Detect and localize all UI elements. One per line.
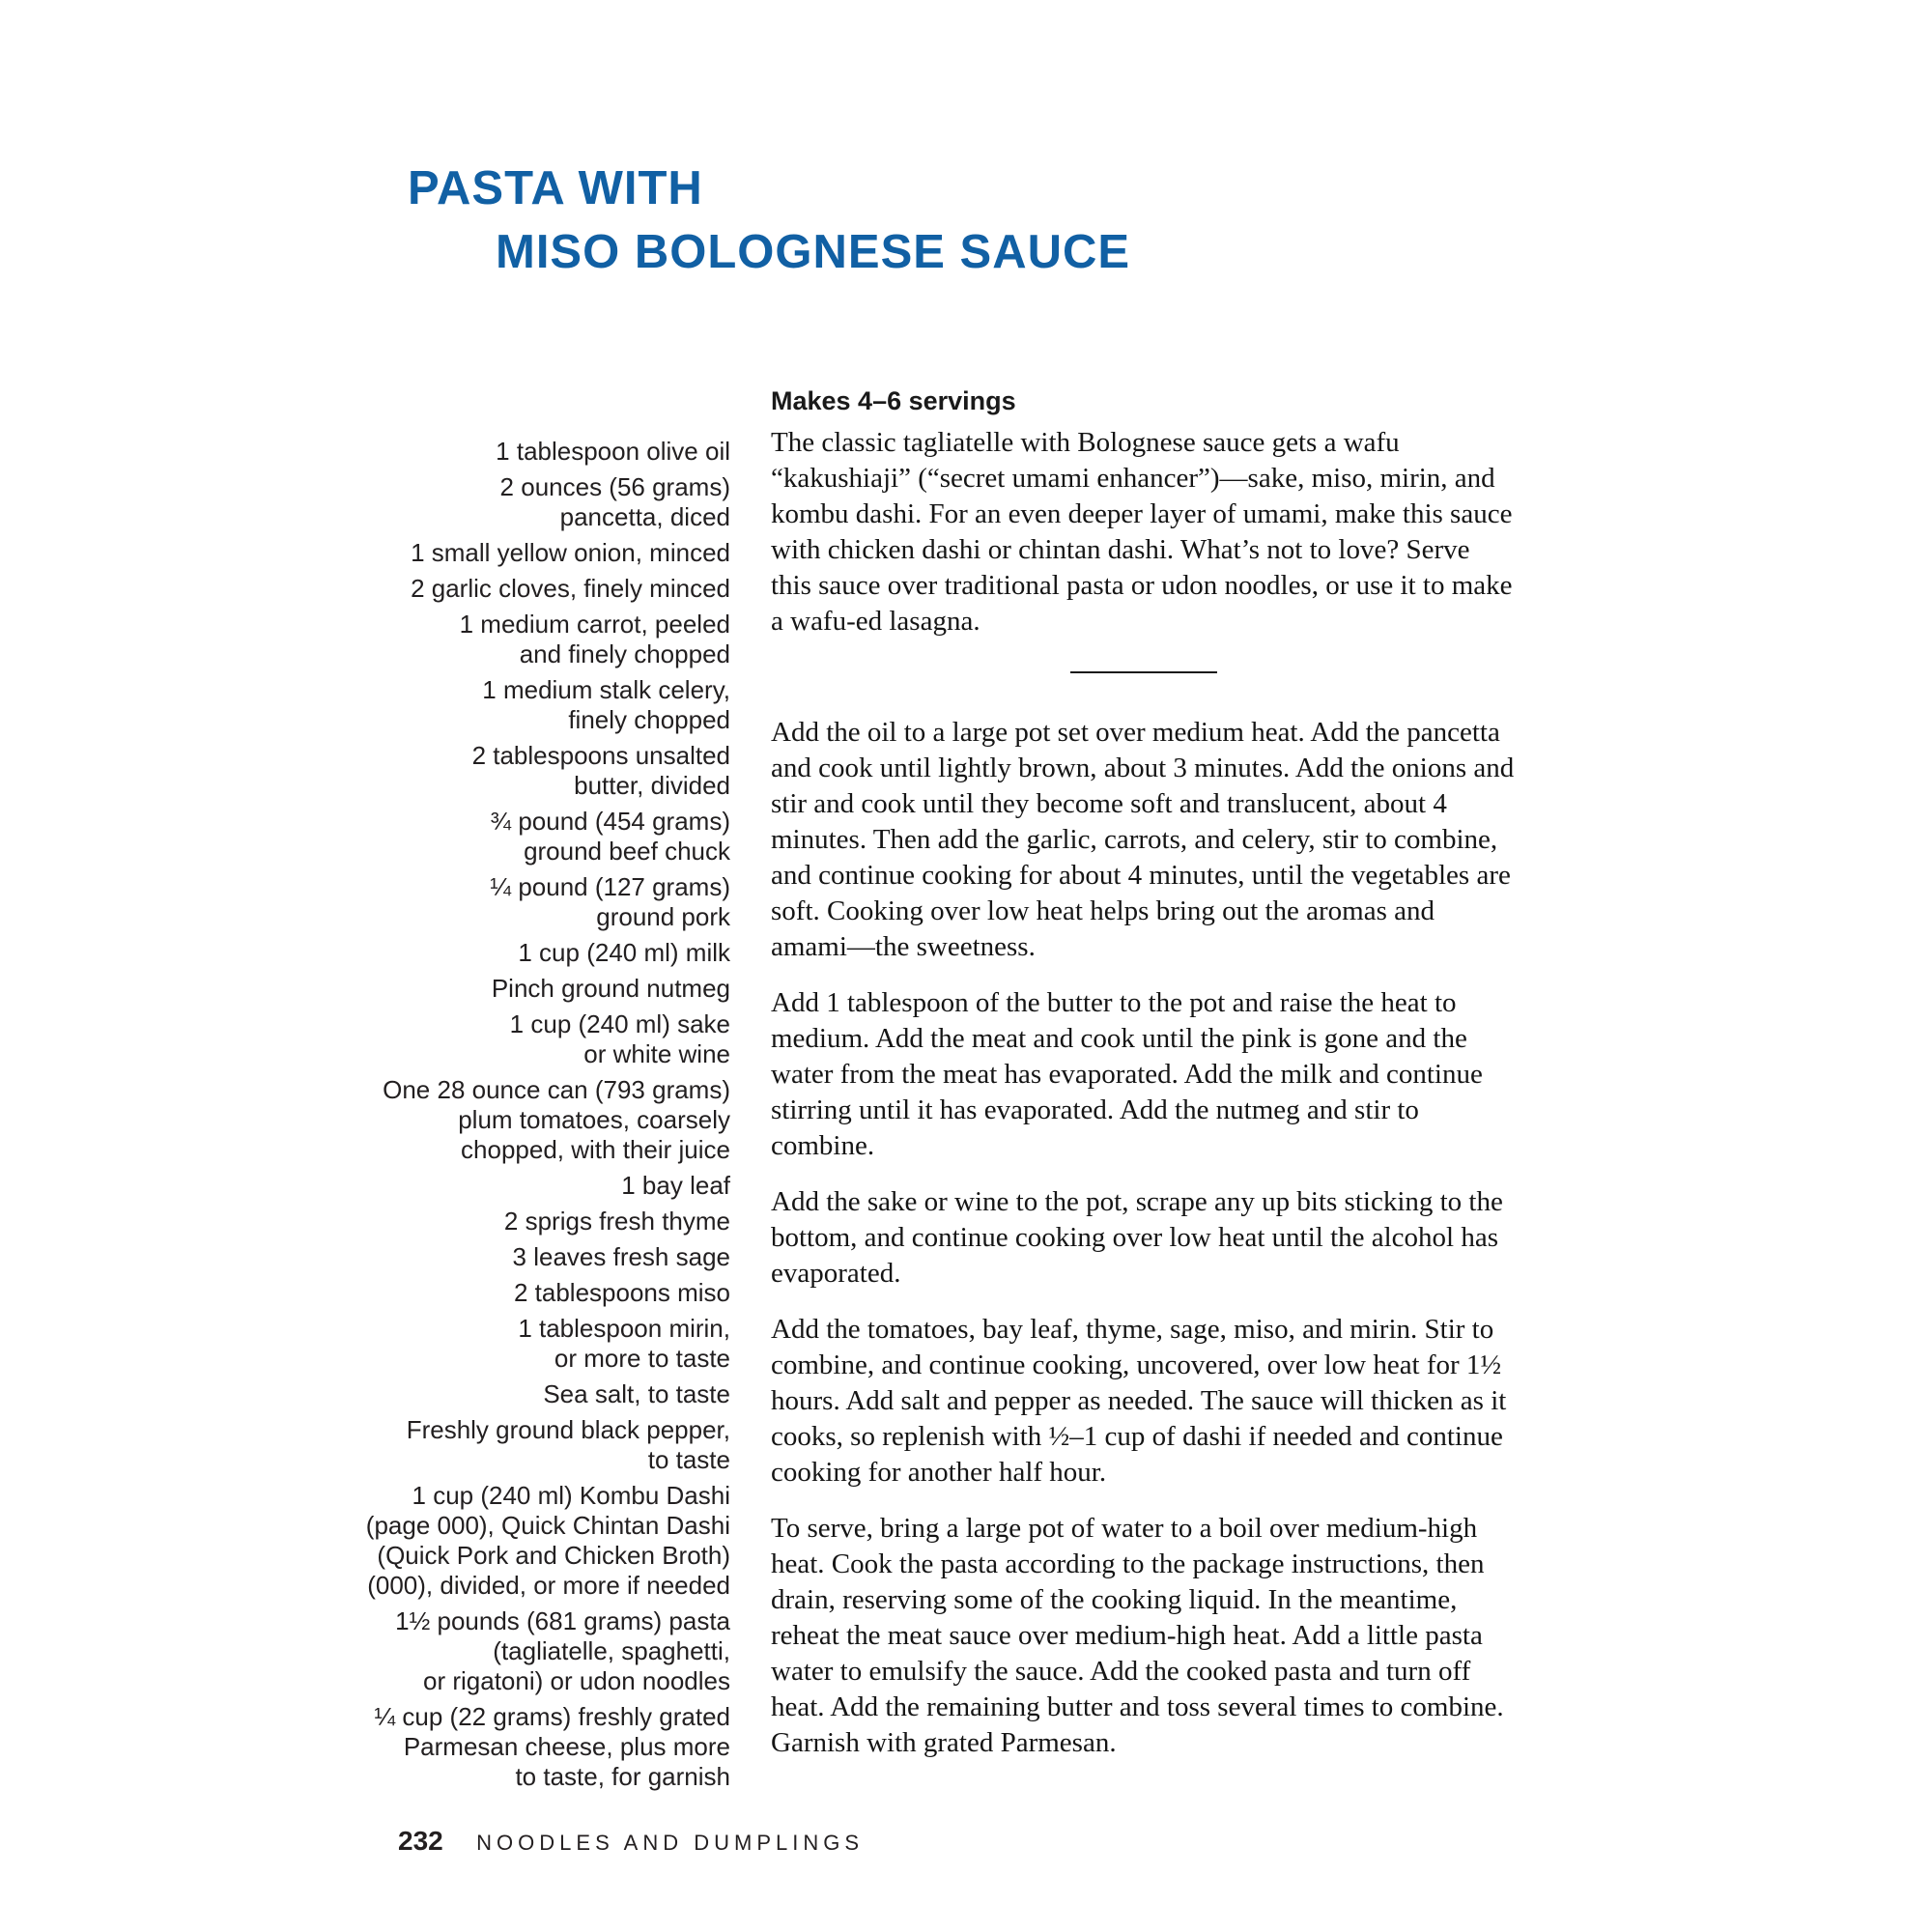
ingredient-line: ¼ cup (22 grams) freshly grated	[374, 1702, 730, 1731]
ingredient-line: finely chopped	[568, 705, 730, 734]
ingredient-item	[324, 610, 730, 669]
instruction-paragraph: Add the tomatoes, bay leaf, thyme, sage, miso, and mirin. Stir to combine, and continue cooking, uncovered, over low heat for 1½ hours. Add salt and pepper as needed. The sauce will thicken as it cooks, so replenish with ½–1 cup of dashi if needed and continue cooking for another half hour.	[771, 1314, 1507, 1488]
ingredient-item	[324, 1379, 730, 1409]
instruction-paragraph: To serve, bring a large pot of water to a boil over medium-high heat. Cook the pasta according to the package instructions, then drain, reserving some of the cooking liquid. In the meantime, reheat the meat sauce over medium-high heat. Add a little pasta water to emulsify the sauce. Add the cooked pasta and turn off heat. Add the remaining butter and toss several times to combine. Garnish with grated Parmesan.	[771, 1513, 1504, 1758]
ingredient-line: Pinch ground nutmeg	[491, 974, 730, 1003]
ingredient-item	[324, 472, 730, 532]
recipe-title-line1: PASTA WITH	[408, 162, 703, 214]
ingredient-item	[324, 741, 730, 801]
ingredient-item	[324, 1702, 730, 1792]
ingredient-line: (000), divided, or more if needed	[367, 1571, 730, 1600]
ingredient-line: chopped, with their juice	[461, 1135, 730, 1164]
ingredient-line: (tagliatelle, spaghetti,	[493, 1636, 730, 1665]
ingredient-line: Sea salt, to taste	[543, 1379, 730, 1408]
ingredient-line: 1 tablespoon olive oil	[496, 437, 730, 466]
ingredient-line: pancetta, diced	[559, 502, 730, 531]
ingredient-line: 1½ pounds (681 grams) pasta	[395, 1606, 730, 1635]
ingredient-item	[324, 938, 730, 968]
ingredient-line: 2 tablespoons unsalted	[471, 741, 730, 770]
ingredient-line: ground beef chuck	[524, 837, 730, 866]
ingredient-line: 1 small yellow onion, minced	[411, 538, 730, 567]
ingredient-item	[324, 1415, 730, 1475]
ingredient-line: or more to taste	[554, 1344, 730, 1373]
ingredient-line: ¼ pound (127 grams)	[490, 872, 730, 901]
ingredient-line: 1 tablespoon mirin,	[518, 1314, 730, 1343]
recipe-body	[771, 425, 1517, 1781]
ingredient-item	[324, 675, 730, 735]
ingredient-line: to taste	[647, 1445, 730, 1474]
ingredient-item	[324, 1242, 730, 1272]
ingredient-line: plum tomatoes, coarsely	[458, 1105, 730, 1134]
ingredient-item	[324, 1207, 730, 1236]
ingredient-line: or rigatoni) or udon noodles	[423, 1666, 730, 1695]
ingredient-line: 3 leaves fresh sage	[512, 1242, 730, 1271]
section-divider-rule	[1070, 671, 1217, 673]
ingredient-line: (Quick Pork and Chicken Broth)	[377, 1541, 730, 1570]
servings-label: Makes 4–6 servings	[771, 386, 1016, 415]
ingredient-line: 2 tablespoons miso	[513, 1278, 730, 1307]
ingredients-list	[324, 437, 730, 1798]
ingredient-line: butter, divided	[574, 771, 730, 800]
instruction-paragraph: Add the sake or wine to the pot, scrape any up bits sticking to the bottom, and continue cooking over low heat until the alcohol has evaporated.	[771, 1186, 1503, 1289]
ingredient-item	[324, 437, 730, 467]
ingredient-item	[324, 974, 730, 1004]
ingredient-line: 1 medium stalk celery,	[482, 675, 730, 704]
ingredient-line: 2 garlic cloves, finely minced	[411, 574, 730, 603]
recipe-title-line2: MISO BOLOGNESE SAUCE	[496, 226, 1131, 278]
ingredient-line: 1 cup (240 ml) Kombu Dashi	[412, 1481, 730, 1510]
ingredient-line: (page 000), Quick Chintan Dashi	[365, 1511, 730, 1540]
ingredient-line: 1 cup (240 ml) sake	[509, 1009, 730, 1038]
ingredient-line: Freshly ground black pepper,	[406, 1415, 730, 1444]
ingredient-line: ¾ pound (454 grams)	[490, 807, 730, 836]
ingredient-item	[324, 1075, 730, 1165]
ingredient-line: 1 medium carrot, peeled	[459, 610, 730, 639]
instructions-container	[771, 715, 1517, 1761]
ingredient-item	[324, 1606, 730, 1696]
ingredient-item	[324, 1009, 730, 1069]
ingredient-line: and finely chopped	[519, 639, 730, 668]
chapter-name: NOODLES AND DUMPLINGS	[476, 1831, 865, 1855]
ingredient-item	[324, 1481, 730, 1601]
ingredient-line: ground pork	[596, 902, 730, 931]
instruction-paragraph: Add the oil to a large pot set over medium heat. Add the pancetta and cook until lightly brown, about 3 minutes. Add the onions and stir and cook until they become soft and translucent, about 4 minutes. Then add the garlic, carrots, and celery, stir to combine, and continue cooking for about 4 minutes, until the vegetables are soft. Cooking over low heat helps bring out the aromas and amami—the sweetness.	[771, 717, 1515, 962]
ingredient-line: Parmesan cheese, plus more	[403, 1732, 730, 1761]
ingredient-line: 2 sprigs fresh thyme	[503, 1207, 730, 1236]
recipe-title	[408, 156, 1130, 284]
ingredient-line: 1 bay leaf	[621, 1171, 730, 1200]
ingredient-item	[324, 807, 730, 867]
ingredient-line: 1 cup (240 ml) milk	[518, 938, 730, 967]
instruction-paragraph: Add 1 tablespoon of the butter to the pot and raise the heat to medium. Add the meat and cook until the pink is gone and the water from the meat has evaporated. Add the milk and continue stirring until it has evaporated. Add the nutmeg and stir to combine.	[771, 987, 1483, 1161]
ingredient-item	[324, 1314, 730, 1374]
intro-paragraph: The classic tagliatelle with Bolognese sauce gets a wafu “kakushiaji” (“secret umami enhancer”)—sake, miso, mirin, and kombu dashi. For an even deeper layer of umami, make this sauce with chicken dashi or chintan dashi. What’s not to love? Serve this sauce over traditional pasta or udon noodles, or use it to make a wafu-ed lasagna.	[771, 427, 1513, 637]
ingredient-item	[324, 538, 730, 568]
ingredient-item	[324, 1278, 730, 1308]
ingredient-item	[324, 872, 730, 932]
ingredient-item	[324, 574, 730, 604]
page-footer	[398, 1826, 864, 1857]
ingredient-item	[324, 1171, 730, 1201]
page-number: 232	[398, 1826, 443, 1856]
ingredient-line: One 28 ounce can (793 grams)	[383, 1075, 730, 1104]
ingredient-line: to taste, for garnish	[515, 1762, 730, 1791]
ingredient-line: 2 ounces (56 grams)	[499, 472, 730, 501]
ingredient-line: or white wine	[583, 1039, 730, 1068]
